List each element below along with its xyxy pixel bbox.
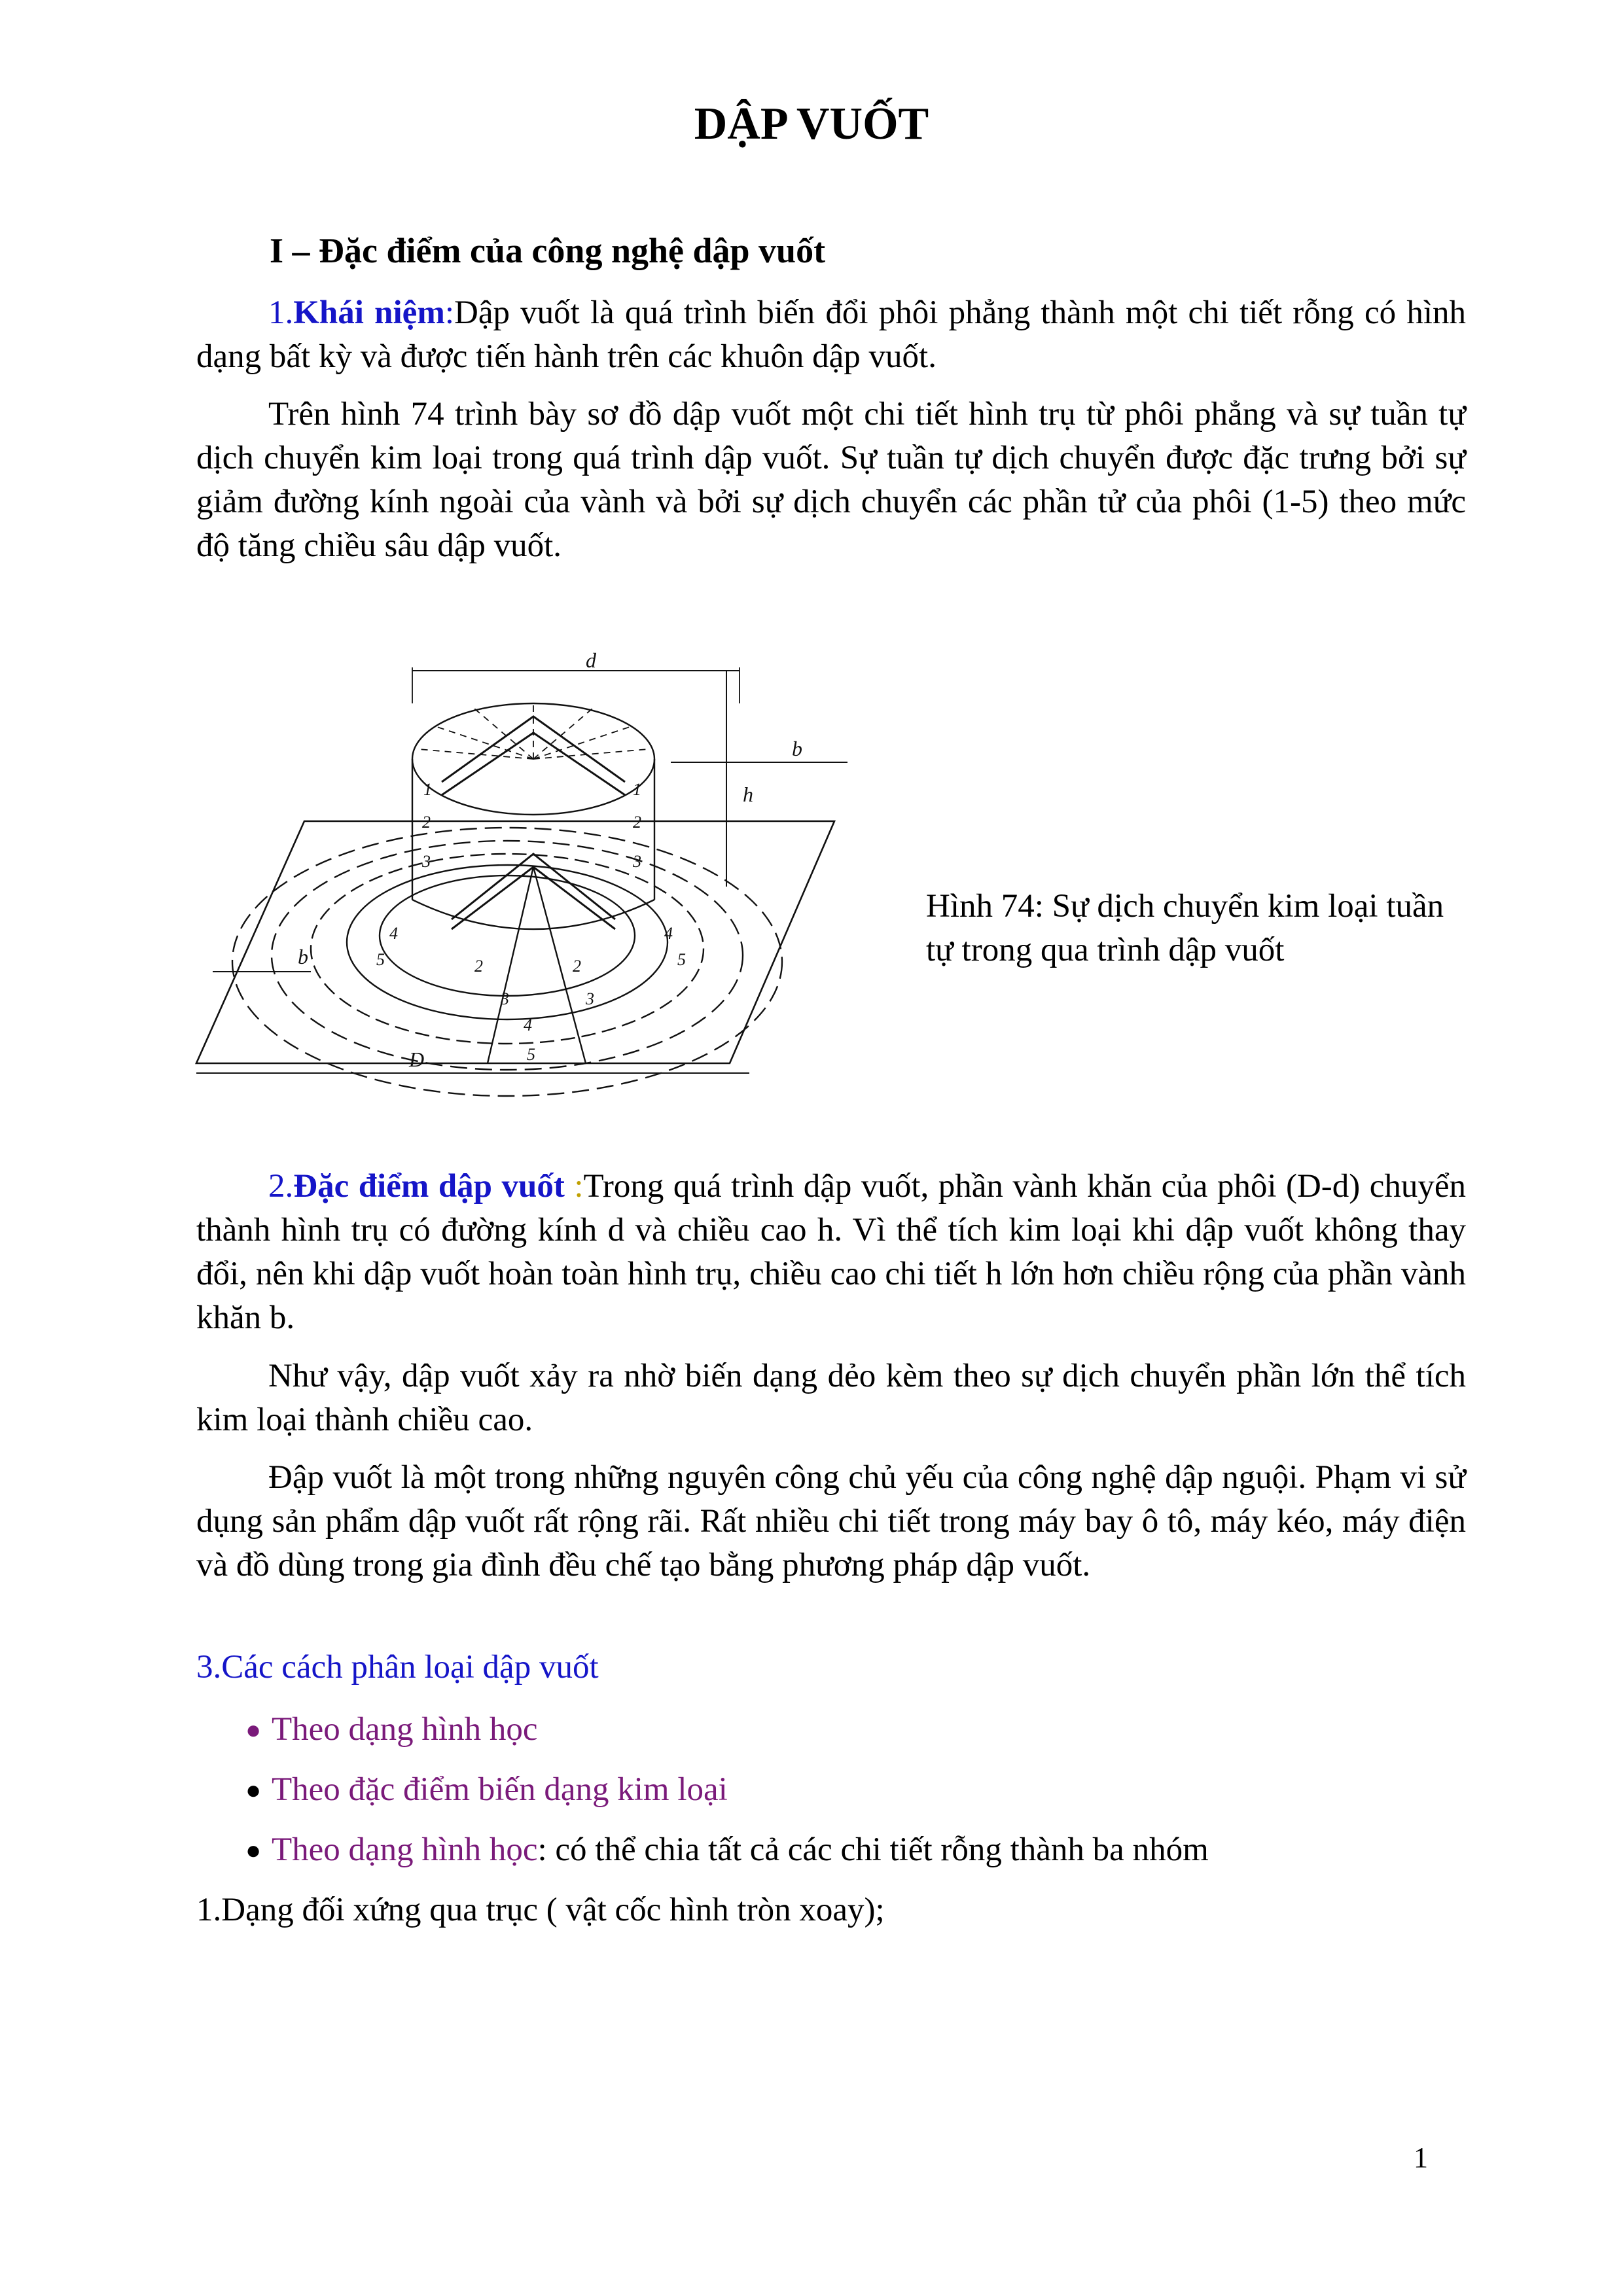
svg-text:4: 4: [524, 1016, 532, 1034]
label-h: h: [743, 783, 753, 806]
page-title: DẬP VUỐT: [694, 99, 929, 149]
bullet-item-3: [245, 1828, 1209, 1872]
svg-text:2: 2: [422, 813, 431, 832]
svg-text:3: 3: [501, 989, 509, 1008]
svg-text:5: 5: [527, 1045, 535, 1064]
flange-ring-3: [311, 854, 704, 1044]
svg-text:3: 3: [586, 989, 594, 1008]
paragraph-khai-niem: [196, 291, 1466, 379]
bullet-rest: : có thể chia tất cả các chi tiết rỗng thành ba nhóm: [537, 1831, 1209, 1868]
svg-text:5: 5: [376, 950, 385, 969]
bullet-text: Theo dạng hình học: [272, 1711, 538, 1748]
dac-diem-number: 2.: [268, 1168, 294, 1205]
bullet-dot-icon: ●: [245, 1715, 262, 1744]
top-radial-lines: [419, 703, 648, 759]
khai-niem-colon: :: [444, 294, 454, 331]
svg-text:2: 2: [633, 813, 641, 832]
svg-text:2: 2: [474, 957, 483, 976]
khai-niem-number: 1.: [268, 294, 294, 331]
label-d: d: [586, 648, 596, 672]
deep-drawing-diagram: [193, 648, 861, 1083]
paragraph-dap-vuot: Đập vuốt là một trong những nguyên công chủ yếu của công nghệ dập nguội. Phạm vi sử dụng sản phẩm dập vuốt rất rộng rãi. Rất nhiều chi tiết trong máy bay ô tô, máy kéo, máy điện và đồ dùng trong gia đình đều chế tạo bằng phương pháp dập vuốt.: [196, 1459, 1466, 1583]
svg-text:1: 1: [633, 780, 641, 799]
label-b-right: b: [792, 737, 802, 760]
svg-text:4: 4: [389, 924, 398, 943]
dac-diem-text: Trong quá trình dập vuốt, phần vành khăn của phôi (D-d) chuyển thành hình trụ có đường kính d và chiều cao h. Vì thể tích kim loại khi dập vuốt không thay đổi, nên khi dập vuốt hoàn toàn hình trụ, chiều cao chi tiết h lớn hơn chiều rộng của phần vành khăn b.: [196, 1168, 1467, 1336]
cylinder-bottom: [412, 900, 654, 929]
page-number: 1: [1414, 2142, 1428, 2174]
dac-diem-colon: :: [564, 1168, 584, 1205]
dac-diem-term: Đặc điểm dập vuốt: [293, 1168, 565, 1205]
svg-text:3: 3: [633, 852, 641, 871]
label-D: D: [409, 1048, 425, 1071]
bullet-dot-icon: ●: [245, 1775, 262, 1805]
figure-caption: Hình 74: Sự dịch chuyển kim loại tuần tự trong qua trình dập vuốt: [926, 888, 1444, 968]
last-line-item: 1.Dạng đối xứng qua trục ( vật cốc hình tròn xoay);: [196, 1892, 885, 1928]
bullet-text: Theo dạng hình học: [272, 1831, 538, 1868]
svg-text:4: 4: [664, 924, 673, 943]
sub-heading-phan-loai: 3.Các cách phân loại dập vuốt: [196, 1649, 599, 1686]
flange-ring-1: [232, 828, 782, 1096]
svg-text:2: 2: [573, 957, 581, 976]
bullet-text: Theo đặc điểm biến dạng kim loại: [272, 1771, 728, 1808]
paragraph-hinh-74: Trên hình 74 trình bày sơ đồ dập vuốt một chi tiết hình trụ từ phôi phẳng và sự tuần tự dịch chuyển kim loại trong quá trình dập vuốt. Sự tuần tự dịch chuyển được đặc trưng bởi sự giảm đường kính ngoài của vành và bởi sự dịch chuyển các phần tử của phôi (1-5) theo mức độ tăng chiều sâu dập vuốt.: [196, 396, 1466, 564]
label-b-left: b: [298, 945, 308, 968]
bullet-item-1: [245, 1708, 537, 1752]
bullet-dot-icon: ●: [245, 1835, 262, 1865]
paragraph-dac-diem: [196, 1165, 1466, 1340]
svg-text:1: 1: [423, 780, 432, 799]
khai-niem-term: Khái niệm: [293, 294, 445, 331]
section-heading: I – Đặc điểm của công nghệ dập vuốt: [270, 231, 826, 270]
element-numbers: [376, 780, 686, 1064]
svg-text:5: 5: [677, 950, 686, 969]
svg-text:3: 3: [422, 852, 431, 871]
bullet-item-2: [245, 1768, 728, 1812]
paragraph-nhu-vay: Như vậy, dập vuốt xảy ra nhờ biến dạng dẻo kèm theo sự dịch chuyển phần lớn thể tích kim loại thành chiều cao.: [196, 1358, 1466, 1438]
chevron-1: [442, 716, 625, 782]
khai-niem-text: Dập vuốt là quá trình biến đổi phôi phẳng thành một chi tiết rỗng có hình dạng bất kỳ và được tiến hành trên các khuôn dập vuốt.: [196, 294, 1466, 375]
